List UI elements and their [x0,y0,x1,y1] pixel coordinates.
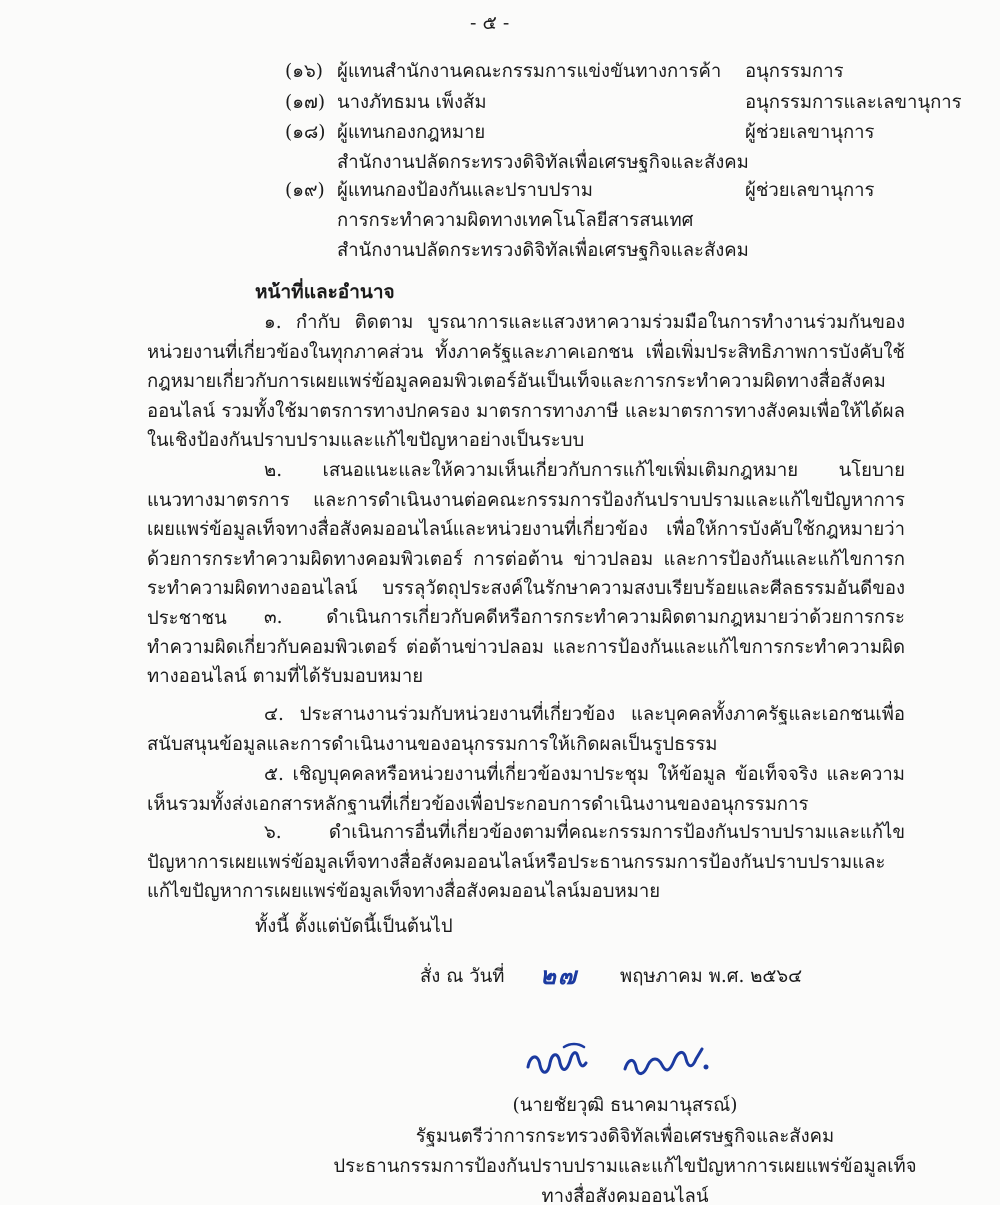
duty-paragraph: ๔. ประสานงานร่วมกับหน่วยงานที่เกี่ยวข้อง และบุคคลทั้งภาครัฐและเอกชนเพื่อสนับสนุนข้อมูลและการดำเนินงานของอนุกรรมการให้เกิดผลเป็นรูปธรรม [147,704,905,755]
duty-paragraph: ๒. เสนอแนะและให้ความเห็นเกี่ยวกับการแก้ไขเพิ่มเติมกฎหมาย นโยบาย แนวทางมาตรการ และการดำเนินงานต่อคณะกรรมการป้องกันปราบปรามและแก้ไขปัญหาการเผยแพร่ข้อมูลเท็จทางสื่อสังคมออนไลน์และหน่วยงานที่เกี่ยวข้อง เพื่อให้การบังคับใช้กฎหมายว่าด้วยการกระทำความผิดทางคอมพิวเตอร์ การต่อต้าน ข่าวปลอม และการป้องกันและแก้ไขการกระทำความผิดทางออนไลน์ บรรลุวัตถุประสงค์ในรักษาความสงบเรียบร้อยและศีลธรรมอันดีของประชาชน [147,460,905,629]
signatory-title: ทางสื่อสังคมออนไลน์ [541,1186,709,1207]
duty-paragraph: ๖. ดำเนินการอื่นที่เกี่ยวข้องตามที่คณะกรรมการป้องกันปราบปรามและแก้ไขปัญหาการเผยแพร่ข้อมูลเท็จทางสื่อสังคมออนไลน์หรือประธานกรรมการป้องกันปราบปรามและแก้ไขปัญหาการเผยแพร่ข้อมูลเท็จทางสื่อสังคมออนไลน์มอบหมาย [147,822,905,902]
member-name-line: สำนักงานปลัดกระทรวงดิจิทัลเพื่อเศรษฐกิจและสังคม [337,152,749,173]
page-number: - ๕ - [470,12,510,34]
duty-paragraph: ๕. เชิญบุคคลหรือหน่วยงานที่เกี่ยวข้องมาประชุม ให้ข้อมูล ข้อเท็จจริง และความเห็นรวมทั้งส่งเอกสารหลักฐานที่เกี่ยวข้องเพื่อประกอบการดำเนินงานของอนุกรรมการ [147,764,905,815]
member-name-line: การกระทำความผิดทางเทคโนโลยีสารสนเทศ [337,210,694,231]
member-name: ผู้แทนสำนักงานคณะกรรมการแข่งขันทางการค้า [337,61,722,82]
member-role: อนุกรรมการและเลขานุการ [745,92,962,113]
member-number: (๑๖) [285,61,323,82]
member-number: (๑๗) [285,92,326,113]
signatory-title: ประธานกรรมการป้องกันปราบปรามและแก้ไขปัญหาการเผยแพร่ข้อมูลเท็จ [333,1156,917,1177]
member-role: อนุกรรมการ [745,61,844,82]
member-name-line: สำนักงานปลัดกระทรวงดิจิทัลเพื่อเศรษฐกิจและสังคม [337,240,749,261]
member-name: นางภัทธมน เพ็งส้ม [337,92,487,113]
duties-heading: หน้าที่และอำนาจ [255,281,395,303]
duty-paragraph: ๑. กำกับ ติดตาม บูรณาการและแสวงหาความร่วมมือในการทำงานร่วมกันของหน่วยงานที่เกี่ยวข้องในทุกภาคส่วน ทั้งภาครัฐและภาคเอกชน เพื่อเพิ่มประสิทธิภาพการบังคับใช้กฎหมายเกี่ยวกับการเผยแพร่ข้อมูลคอมพิวเตอร์อันเป็นเท็จและการกระทำความผิดทางสื่อสังคมออนไลน์ รวมทั้งใช้มาตรการทางปกครอง มาตรการทางภาษี และมาตรการทางสังคมเพื่อให้ได้ผลในเชิงป้องกันปราบปรามและแก้ไขปัญหาอย่างเป็นระบบ [147,312,905,451]
order-month-year: พฤษภาคม พ.ศ. ๒๕๖๔ [620,966,803,987]
duty-paragraph: ๓. ดำเนินการเกี่ยวกับคดีหรือการกระทำความผิดตามกฎหมายว่าด้วยการกระทำความผิดเกี่ยวกับคอมพิวเตอร์ ต่อต้านข่าวปลอม และการป้องกันและแก้ไขการกระทำความผิดทางออนไลน์ ตามที่ได้รับมอบหมาย [147,607,905,687]
order-date-prefix: สั่ง ณ วันที่ [420,966,505,987]
member-name: ผู้แทนกองป้องกันและปราบปราม [337,180,593,201]
signature-image [520,1035,730,1090]
member-role: ผู้ช่วยเลขานุการ [745,122,875,143]
member-role: ผู้ช่วยเลขานุการ [745,180,875,201]
order-day-handwritten: ๒๗ [540,962,578,990]
signatory-title: รัฐมนตรีว่าการกระทรวงดิจิทัลเพื่อเศรษฐกิจและสังคม [415,1126,835,1147]
signatory-name: (นายชัยวุฒิ ธนาคมานุสรณ์) [512,1095,738,1116]
member-number: (๑๘) [285,122,326,143]
member-number: (๑๙) [285,180,325,201]
member-name: ผู้แทนกองกฎหมาย [337,122,486,143]
closing-statement: ทั้งนี้ ตั้งแต่บัดนี้เป็นต้นไป [255,916,453,937]
